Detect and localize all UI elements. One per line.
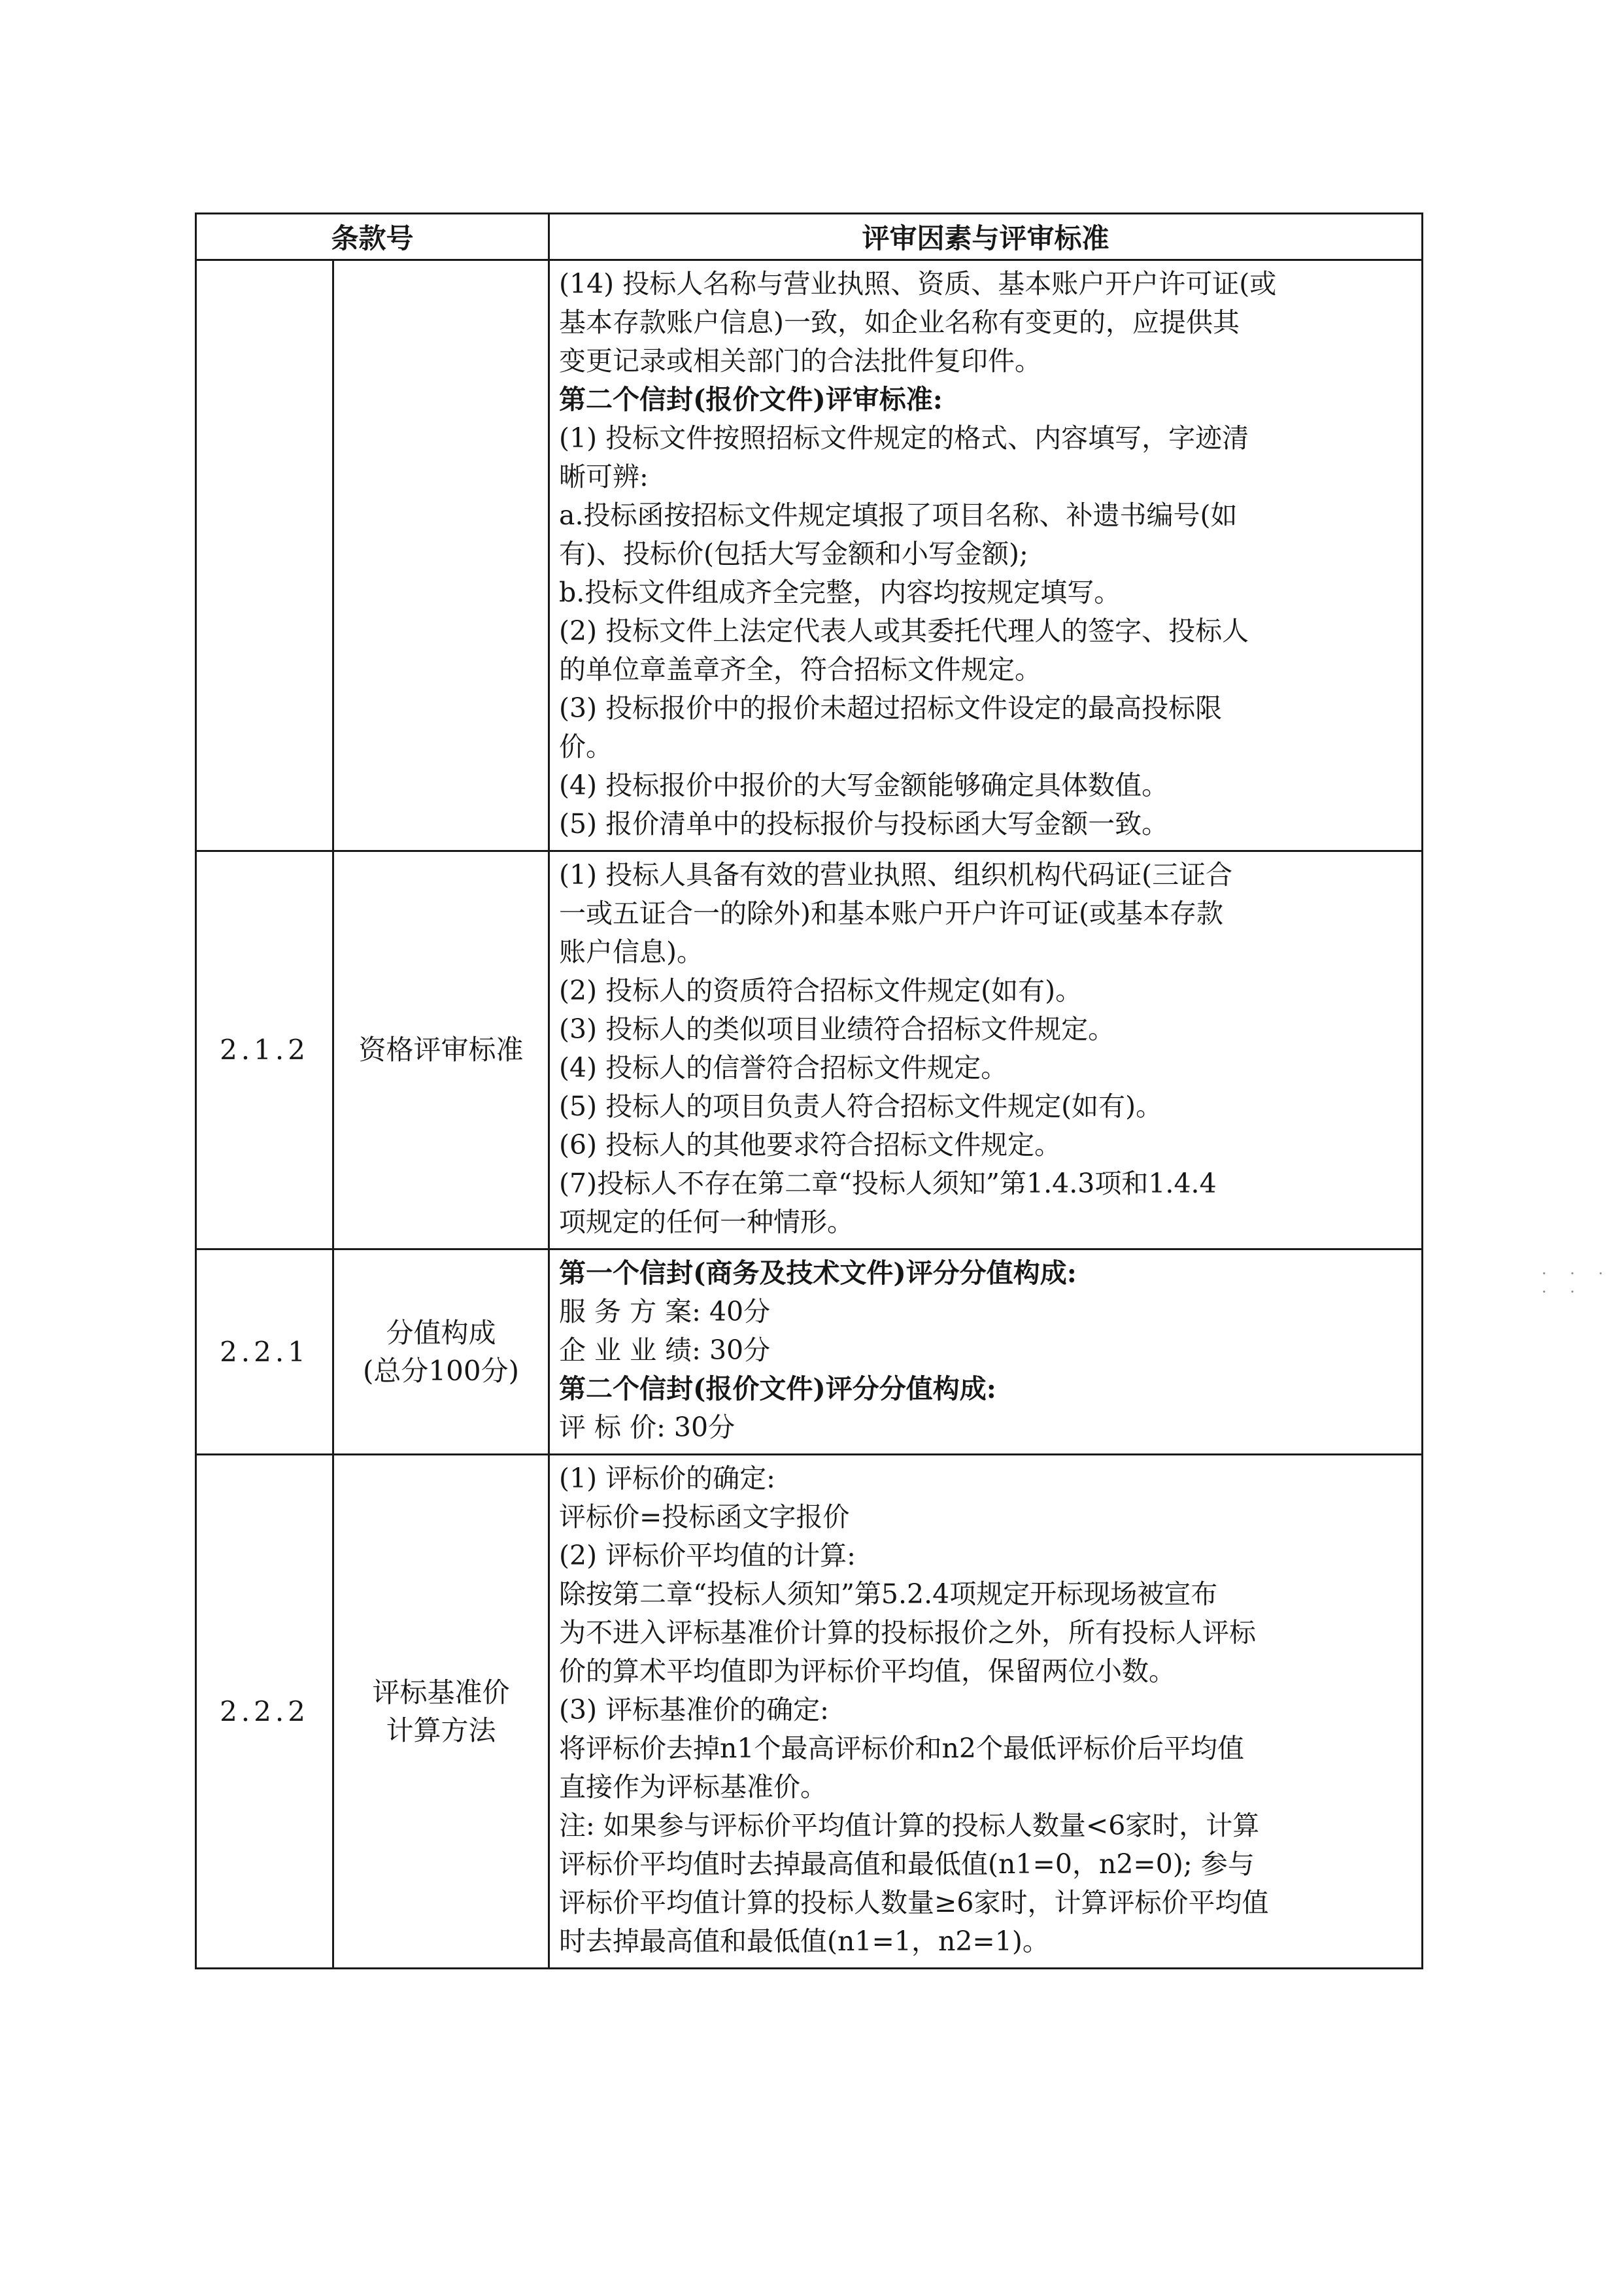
criteria-line: 价的算术平均值即为评标价平均值，保留两位小数。 xyxy=(559,1656,1176,1687)
criteria-line: 评 标 价: 30分 xyxy=(559,1412,736,1443)
criteria-line: (5) 报价清单中的投标报价与投标函大写金额一致。 xyxy=(559,808,1169,840)
clause-name: 资格评审标准 xyxy=(358,1034,524,1066)
scan-speck-marks: · · · · · xyxy=(1542,1265,1613,1301)
criteria-line: (5) 投标人的项目负责人符合招标文件规定(如有)。 xyxy=(559,1091,1163,1122)
clause-number: 2.2.1 xyxy=(220,1335,309,1368)
criteria-line: (2) 投标人的资质符合招标文件规定(如有)。 xyxy=(559,975,1083,1006)
table-body xyxy=(196,260,1423,1969)
criteria-line: (6) 投标人的其他要求符合招标文件规定。 xyxy=(559,1129,1062,1161)
clause-number-cell xyxy=(196,260,333,851)
clause-number-cell xyxy=(196,1249,333,1455)
clause-name-cell xyxy=(333,851,549,1249)
criteria-line: 评标价=投标函文字报价 xyxy=(559,1501,850,1533)
clause-name: 评标基准价 计算方法 xyxy=(372,1676,510,1746)
criteria-line: (3) 评标基准价的确定: xyxy=(559,1694,829,1725)
criteria-line: (2) 评标价平均值的计算: xyxy=(559,1540,856,1571)
criteria-cell xyxy=(549,260,1423,851)
clause-name-cell xyxy=(333,260,549,851)
criteria-line: 评标价平均值时去掉最高值和最低值(n1=0，n2=0); 参与 xyxy=(559,1848,1255,1880)
criteria-line: 将评标价去掉n1个最高评标价和n2个最低评标价后平均值 xyxy=(559,1733,1244,1764)
criteria-line: 有)、投标价(包括大写金额和小写金额); xyxy=(559,538,1028,569)
criteria-line: 注: 如果参与评标价平均值计算的投标人数量<6家时，计算 xyxy=(559,1810,1260,1841)
criteria-line: 为不进入评标基准价计算的投标报价之外，所有投标人评标 xyxy=(559,1617,1257,1648)
criteria-line: 项规定的任何一种情形。 xyxy=(559,1206,854,1238)
criteria-cell xyxy=(549,851,1423,1249)
header-criteria: 评审因素与评审标准 xyxy=(549,214,1423,260)
criteria-heading-line: 第二个信封(报价文件)评分分值构成: xyxy=(559,1373,996,1404)
criteria-line: 晰可辨: xyxy=(559,461,649,492)
criteria-line: a.投标函按招标文件规定填报了项目名称、补遗书编号(如 xyxy=(559,500,1238,531)
table-row xyxy=(196,851,1423,1249)
criteria-cell xyxy=(549,1249,1423,1455)
criteria-line: 一或五证合一的除外)和基本账户开户许可证(或基本存款 xyxy=(559,898,1224,929)
header-clause: 条款号 xyxy=(196,214,549,260)
table-row xyxy=(196,1455,1423,1969)
criteria-line: 基本存款账户信息)一致，如企业名称有变更的，应提供其 xyxy=(559,307,1240,338)
table-row xyxy=(196,260,1423,851)
table-header-row xyxy=(196,214,1423,260)
criteria-line: 除按第二章“投标人须知”第5.2.4项规定开标现场被宣布 xyxy=(559,1578,1218,1610)
criteria-cell xyxy=(549,1455,1423,1969)
clause-number-cell xyxy=(196,1455,333,1969)
criteria-line: 账户信息)。 xyxy=(559,936,704,968)
criteria-heading-line: 第二个信封(报价文件)评审标准: xyxy=(559,384,943,415)
criteria-line: 变更记录或相关部门的合法批件复印件。 xyxy=(559,345,1042,377)
clause-number: 2.2.2 xyxy=(220,1695,309,1727)
clause-number: 2.1.2 xyxy=(220,1034,309,1066)
criteria-line: (2) 投标文件上法定代表人或其委托代理人的签字、投标人 xyxy=(559,615,1249,647)
criteria-line: 的单位章盖章齐全，符合招标文件规定。 xyxy=(559,654,1042,685)
clause-name-cell xyxy=(333,1249,549,1455)
clause-name: 分值构成 (总分100分) xyxy=(363,1316,519,1387)
criteria-line: (1) 评标价的确定: xyxy=(559,1463,775,1494)
criteria-line: 价。 xyxy=(559,731,613,762)
criteria-line: (3) 投标报价中的报价未超过招标文件设定的最高投标限 xyxy=(559,692,1223,724)
criteria-heading-line: 第一个信封(商务及技术文件)评分分值构成: xyxy=(559,1257,1077,1289)
criteria-line: 时去掉最高值和最低值(n1=1，n2=1)。 xyxy=(559,1926,1049,1957)
criteria-line: (3) 投标人的类似项目业绩符合招标文件规定。 xyxy=(559,1013,1115,1045)
criteria-line: (14) 投标人名称与营业执照、资质、基本账户开户许可证(或 xyxy=(559,268,1277,299)
criteria-line: 评标价平均值计算的投标人数量≥6家时，计算评标价平均值 xyxy=(559,1887,1269,1918)
criteria-line: (4) 投标报价中报价的大写金额能够确定具体数值。 xyxy=(559,770,1169,801)
criteria-line: 企 业 业 绩: 30分 xyxy=(559,1334,771,1366)
table-row xyxy=(196,1249,1423,1455)
criteria-line: (7)投标人不存在第二章“投标人须知”第1.4.3项和1.4.4 xyxy=(559,1168,1217,1199)
criteria-line: (1) 投标人具备有效的营业执照、组织机构代码证(三证合 xyxy=(559,859,1233,891)
criteria-line: 直接作为评标基准价。 xyxy=(559,1771,828,1803)
clause-number-cell xyxy=(196,851,333,1249)
criteria-line: b.投标文件组成齐全完整，内容均按规定填写。 xyxy=(559,577,1121,608)
clause-name-cell xyxy=(333,1455,549,1969)
criteria-line: 服 务 方 案: 40分 xyxy=(559,1296,771,1327)
criteria-line: (1) 投标文件按照招标文件规定的格式、内容填写，字迹清 xyxy=(559,422,1249,454)
criteria-line: (4) 投标人的信誉符合招标文件规定。 xyxy=(559,1052,1008,1083)
evaluation-criteria-table xyxy=(195,212,1423,1969)
